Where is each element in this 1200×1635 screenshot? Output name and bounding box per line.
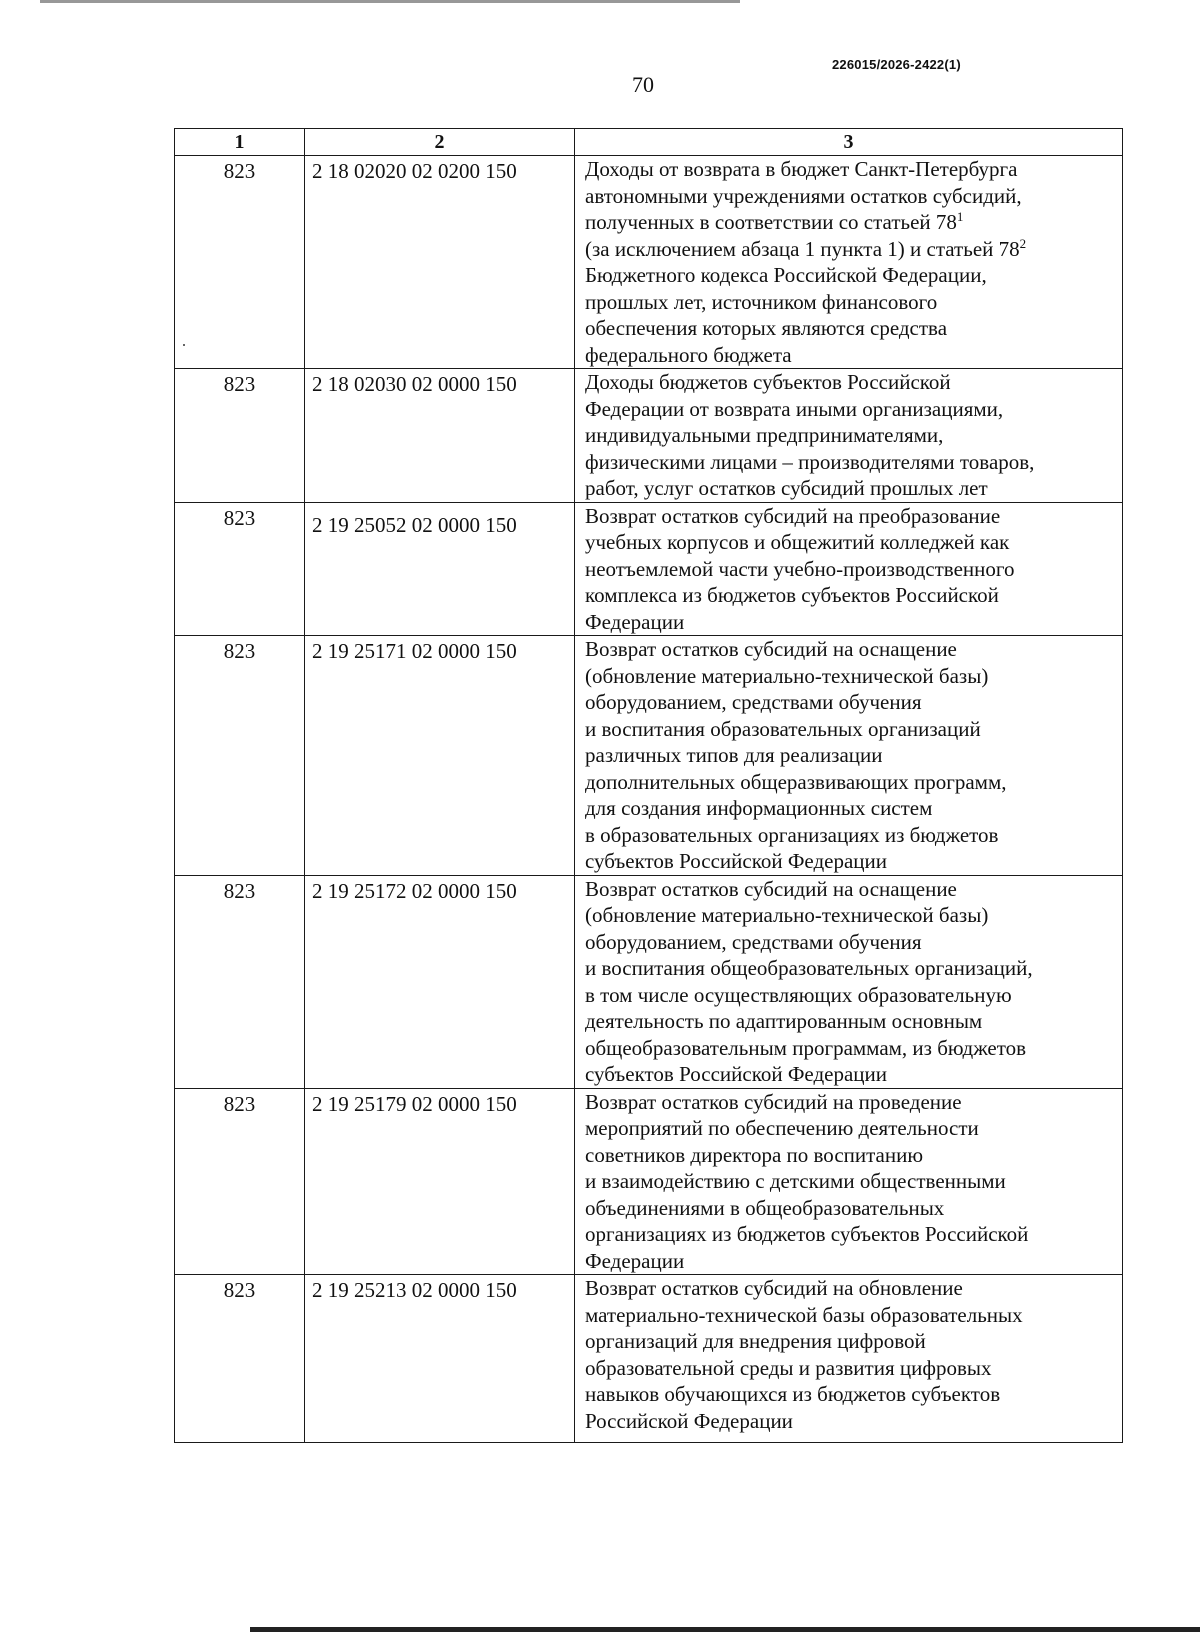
budget-code-cell: 2 18 02020 02 0200 150 — [305, 156, 575, 369]
description-line: Федерации — [585, 1248, 685, 1273]
budget-code-cell: 2 18 02030 02 0000 150 — [305, 369, 575, 503]
admin-code-cell: 823 — [175, 875, 305, 1088]
description-line: учебных корпусов и общежитий колледжей как — [585, 530, 1010, 554]
budget-code-cell: 2 19 25213 02 0000 150 — [305, 1275, 575, 1443]
description-line: оборудованием, средствами обучения — [585, 690, 922, 714]
description-line: физическими лицами – производителями товаров, — [585, 449, 1035, 474]
column-header-2: 2 — [305, 129, 575, 156]
admin-code-cell: 823 — [175, 502, 305, 636]
description-line: Доходы бюджетов субъектов Российской — [585, 370, 951, 394]
budget-code-cell: 2 19 25172 02 0000 150 — [305, 875, 575, 1088]
description-line: Российской Федерации — [585, 1408, 793, 1433]
description-line — [585, 209, 1116, 236]
description-line: (обновление материально-технической базы) — [585, 663, 989, 688]
description-line: организациях из бюджетов субъектов Российской — [585, 1222, 1029, 1246]
description-line: организаций для внедрения цифровой — [585, 1329, 926, 1353]
description-line: Бюджетного кодекса Российской Федерации, — [585, 263, 987, 287]
column-header-3: 3 — [575, 129, 1123, 156]
description-line: различных типов для реализации — [585, 743, 883, 767]
table-row — [175, 156, 1123, 369]
scan-edge-top — [40, 0, 740, 3]
description-line: федерального бюджета — [585, 342, 792, 367]
description-line: и взаимодействию с детскими общественными — [585, 1169, 1006, 1193]
page-number: 70 — [632, 72, 654, 97]
description-cell — [575, 1088, 1123, 1275]
description-line: Федерации от возврата иными организациями, — [585, 396, 1004, 421]
description-cell — [575, 636, 1123, 876]
description-line: работ, услуг остатков субсидий прошлых лет — [585, 476, 988, 500]
budget-code-cell: 2 19 25179 02 0000 150 — [305, 1088, 575, 1275]
description-line: автономными учреждениями остатков субсидий, — [585, 183, 1022, 208]
table-row — [175, 369, 1123, 503]
description-line: для создания информационных систем — [585, 796, 933, 820]
description-line: субъектов Российской Федерации — [585, 849, 888, 873]
admin-code-cell: 823 — [175, 636, 305, 876]
table-row — [175, 1088, 1123, 1275]
description-line: дополнительных общеразвивающих программ, — [585, 769, 1007, 794]
description-line: комплекса из бюджетов субъектов Российской — [585, 583, 999, 607]
description-line: советников директора по воспитанию — [585, 1142, 924, 1167]
description-line: индивидуальными предпринимателями, — [585, 423, 944, 447]
description-cell — [575, 875, 1123, 1088]
table-row — [175, 502, 1123, 636]
document-number: 226015/2026-2422(1) — [832, 57, 961, 72]
description-line — [585, 236, 1116, 263]
description-line: Федерации — [585, 609, 685, 634]
description-line: в образовательных организациях из бюджетов — [585, 822, 999, 847]
column-header-1: 1 — [175, 129, 305, 156]
superscript: 2 — [1019, 235, 1027, 251]
description-line: оборудованием, средствами обучения — [585, 929, 922, 954]
description-line: (обновление материально-технической базы) — [585, 903, 989, 927]
description-cell — [575, 156, 1123, 369]
description-line: Возврат остатков субсидий на обновление — [585, 1276, 963, 1300]
description-line: Возврат остатков субсидий на оснащение — [585, 876, 957, 901]
superscript: 1 — [956, 209, 964, 224]
budget-code-cell: 2 19 25052 02 0000 150 — [305, 502, 575, 636]
description-line: в том числе осуществляющих образовательную — [585, 982, 1012, 1007]
description-line: субъектов Российской Федерации — [585, 1062, 888, 1086]
description-line: Возврат остатков субсидий на оснащение — [585, 637, 957, 661]
admin-code-cell: 823 — [175, 156, 305, 369]
description-cell — [575, 502, 1123, 636]
description-line: и воспитания образовательных организаций — [585, 716, 981, 741]
description-line: Доходы от возврата в бюджет Санкт-Петербурга — [585, 157, 1018, 181]
description-line: Возврат остатков субсидий на преобразование — [585, 503, 1001, 528]
description-line: неотъемлемой части учебно-производственного — [585, 556, 1015, 581]
description-line: материально-технической базы образовательных — [585, 1302, 1023, 1327]
description-line: Возврат остатков субсидий на проведение — [585, 1089, 962, 1114]
description-line: образовательной среды и развития цифровых — [585, 1355, 992, 1380]
budget-codes-table — [174, 128, 1123, 1443]
table-row — [175, 1275, 1123, 1443]
description-line: мероприятий по обеспечению деятельности — [585, 1116, 979, 1140]
budget-code-cell: 2 19 25171 02 0000 150 — [305, 636, 575, 876]
description-text: (за исключением абзаца 1 пункта 1) и статьей 78 — [585, 236, 1020, 261]
table-header-row — [175, 129, 1123, 156]
description-line: прошлых лет, источником финансового — [585, 289, 938, 314]
description-line: общеобразовательным программам, из бюджетов — [585, 1035, 1027, 1060]
table-row — [175, 636, 1123, 876]
admin-code-cell: 823 — [175, 1088, 305, 1275]
description-cell — [575, 1275, 1123, 1443]
scan-edge-bottom — [250, 1627, 1200, 1632]
description-line: обеспечения которых являются средства — [585, 316, 948, 340]
description-cell — [575, 369, 1123, 503]
description-line: деятельность по адаптированным основным — [585, 1009, 983, 1033]
description-line: объединениями в общеобразовательных — [585, 1195, 945, 1220]
admin-code-cell: 823 — [175, 1275, 305, 1443]
description-text: полученных в соответствии со статьей 78 — [585, 210, 957, 234]
admin-code-cell: 823 — [175, 369, 305, 503]
description-line: и воспитания общеобразовательных организаций, — [585, 956, 1033, 980]
description-line: навыков обучающихся из бюджетов субъектов — [585, 1382, 1001, 1406]
table-row — [175, 875, 1123, 1088]
